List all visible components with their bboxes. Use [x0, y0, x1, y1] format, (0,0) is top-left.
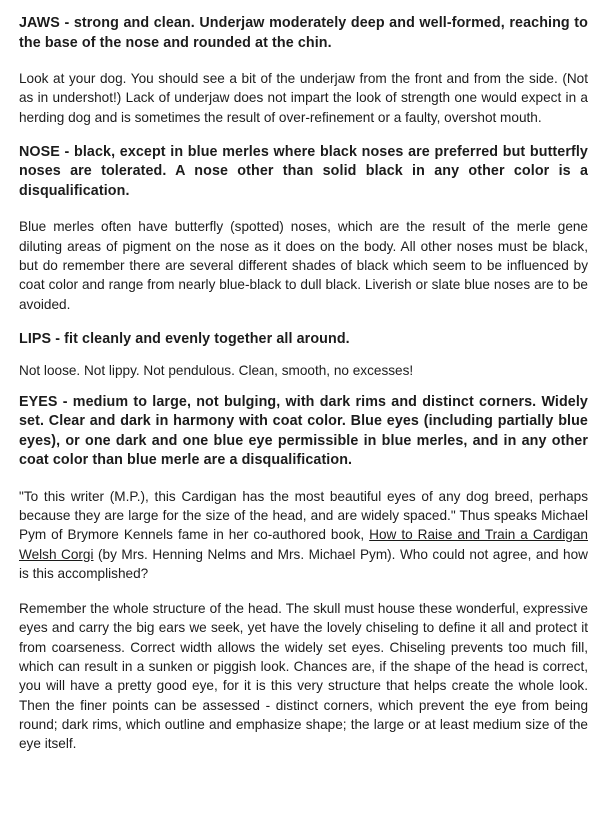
- nose-commentary: Blue merles often have butterfly (spotted) noses, which are the result of the merle gene diluting areas of pigment on the nose as it does on the body. All other noses must be black, but do remember there are several different shades of black which seem to be influenced by coat color and range from nearly blue-black to dull black. Liverish or slate blue noses are to be avoided.: [19, 219, 588, 312]
- book-title: How to Raise and Train a Cardigan Welsh Corgi: [19, 527, 588, 562]
- eyes-commentary: Remember the whole structure of the head. The skull must house these wonderful, expressive eyes and carry the big ears we seek, yet have the lovely chiseling to define it all and protect it from coarseness. Correct width allows the widely set eyes. Chiseling prevents too much fill, which can result in a sunken or piggish look. Chances are, if the shape of the head is correct, you will have a pretty good eye, for it is this very structure that helps create the whole look. Then the finer points can be assessed - distinct corners, which prevent the eye from being round; dark rims, which outline and emphasize shape; the large or at least medium size of the eye itself.: [19, 601, 588, 752]
- eyes-quote-before: "To this writer (M.P.), this Cardigan has the most beautiful eyes of any dog breed, perhaps because they are large for the size of the head, and are widely spaced." Thus speaks Michael Pym of Brymore Kennels fame in her co-authored book,: [19, 488, 588, 543]
- eyes-standard: EYES - medium to large, not bulging, with dark rims and distinct corners. Widely set. Clear and dark in harmony with coat color. Blue eyes (including partially blue eyes), or one dark and one blue eye permissible in blue merles, and in any other coat color than blue merle are a disqualification.: [19, 393, 588, 469]
- eyes-quote-paragraph: [19, 487, 588, 583]
- lips-standard: LIPS - fit cleanly and evenly together all around.: [19, 330, 350, 347]
- nose-standard: NOSE - black, except in blue merles where black noses are preferred but butterfly noses are tolerated. A nose other than solid black in any other color is a disqualification.: [19, 143, 588, 199]
- jaws-commentary: Look at your dog. You should see a bit of the underjaw from the front and from the side. (Not as in undershot!) Lack of underjaw does not impart the look of strength one would expect in a herding dog and is sometimes the result of over-refinement or a faulty, overshot mouth.: [19, 71, 588, 125]
- lips-commentary: Not loose. Not lippy. Not pendulous. Clean, smooth, no excesses!: [19, 363, 414, 379]
- eyes-quote-after: (by Mrs. Henning Nelms and Mrs. Michael Pym). Who could not agree, and how is this accomplished?: [19, 546, 588, 581]
- jaws-standard: JAWS - strong and clean. Underjaw moderately deep and well-formed, reaching to the base of the nose and rounded at the chin.: [19, 15, 588, 51]
